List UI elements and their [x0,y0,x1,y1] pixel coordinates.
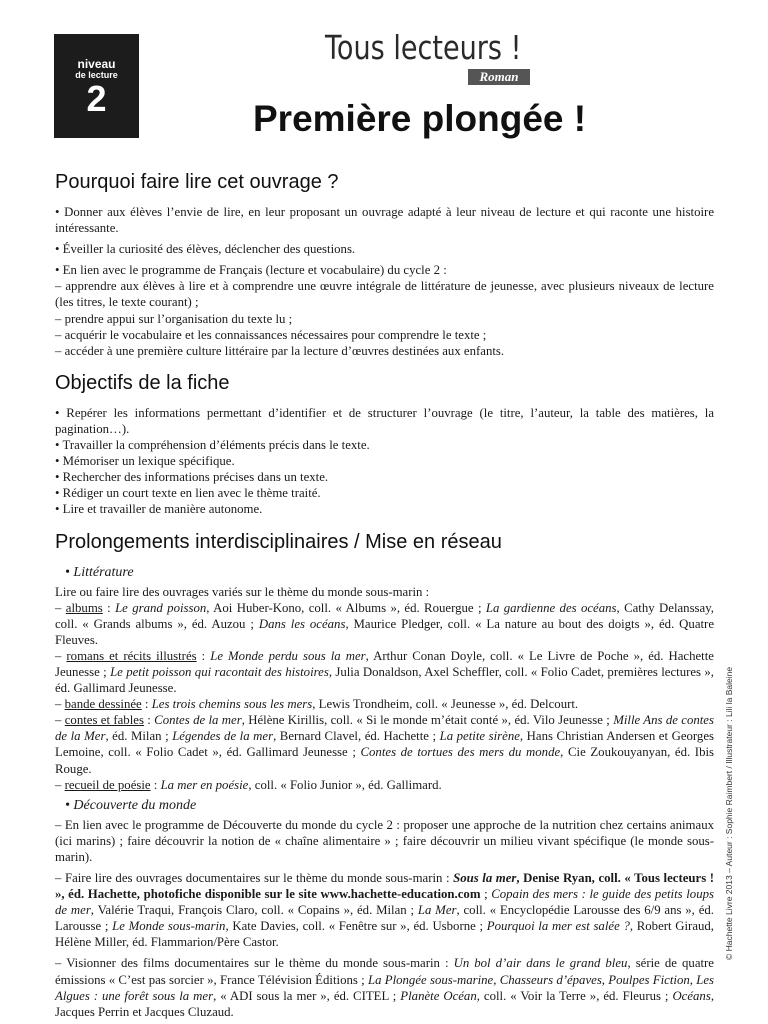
reading-level-badge [54,34,139,138]
subheading-literature: • Littérature [65,564,134,580]
para: • En lien avec le programme de Français (lecture et vocabulaire) du cycle 2 : [55,263,447,278]
para-albums: – albums : Le grand poisson, Aoi Huber-Kono, coll. « Albums », éd. Rouergue ; La gardienne des océans, Cathy Delanssay, coll. « Grands albums », éd. Auzou ; Dans les océans, Maurice Pledger, coll. « La nature au bout des doigts », éd. Quatre Fleuves. [55,600,714,647]
para: • Rechercher des informations précises dans un texte. [55,470,329,485]
para-films: – Visionner des films documentaires sur le thème du monde sous-marin : Un bol d’air dans le grand bleu, série de quatre émissions « C’est pas sorcier », France Télévision Éditions ; La Plongée sous-marine, Chasseurs d’épaves, Poulpes Fiction, Les Algues : une forêt sous la mer, « ADI sous la mer », éd. CITEL ; Planète Océan, coll. « Voir la Terre », éd. Fleurus ; Océans, Jacques Perrin et Jacques Cluzaud. [55,956,715,1019]
para: • Rédiger un court texte en lien avec le thème traité. [55,486,321,501]
para: – accéder à une première culture littéraire par la lecture d’œuvres destinées aux enfants. [55,343,505,358]
para-bd: – bande dessinée : Les trois chemins sous les mers, Lewis Trondheim, coll. « Jeunesse », éd. Delcourt. [55,697,579,712]
para-poesie: – recueil de poésie : La mer en poésie, coll. « Folio Junior », éd. Gallimard. [55,777,442,792]
series-name: Tous lecteurs ! [325,28,522,67]
copyright-side-note: © Hachette Livre 2013 – Auteur : Sophie Raimbert / Illustrateur : Lili la Baleine [724,666,734,960]
main-content [55,170,714,1020]
para: • Mémoriser un lexique spécifique. [55,454,235,469]
para: – acquérir le vocabulaire et les connaissances nécessaires pour comprendre le texte ; [55,327,487,342]
section-heading-why: Pourquoi faire lire cet ouvrage ? [55,171,339,193]
para: – prendre appui sur l’organisation du texte lu ; [55,311,293,326]
para-romans: – romans et récits illustrés : Le Monde perdu sous la mer, Arthur Conan Doyle, coll. « Le Livre de Poche », éd. Hachette Jeunesse ; Le petit poisson qui racontait des histoires, Julia Donaldson, Axel Scheffler, coll. « Folio Cadet, premières lectures », éd. Gallimard Jeunesse. [55,648,714,696]
section-heading-objectives: Objectifs de la fiche [55,371,230,394]
para-documentaries: – Faire lire des ouvrages documentaires sur le thème du monde sous-marin : Sous la mer, Denise Ryan, coll. « Tous lecteurs ! », éd. Hachette, photofiche disponible sur le site www.hachette-education.com ; Copain des mers : le guide des petits loups de mer, Valérie Traqui, François Claro, coll. « Copains », éd. Milan ; La Mer, coll. « Encyclopédie Larousse des 6/9 ans », éd. Larousse ; Le Monde sous-marin, Kate Davies, coll. « Fenêtre sur », éd. Usborne ; Pourquoi la mer est salée ?, Robert Giraud, Hélène Miller, éd. Flammarion/Père Castor. [55,871,714,950]
para: • Repérer les informations permettant d’identifier et de structurer l’ouvrage (le titre, l’auteur, la table des matières, la pagination…). [55,405,714,436]
para: • Donner aux élèves l’envie de lire, en leur proposant un ouvrage adapté à leur niveau de lecture et qui raconte une histoire intéressante. [55,205,714,236]
para: • Éveiller la curiosité des élèves, déclencher des questions. [55,242,356,257]
level-sub: de lecture [75,70,118,80]
genre-label: Roman [468,69,530,85]
level-word: niveau [77,57,116,71]
para: • Travailler la compréhension d’éléments précis dans le texte. [55,438,370,453]
para: Lire ou faire lire des ouvrages variés sur le thème du monde sous-marin : [55,584,430,599]
level-number: 2 [86,78,107,119]
para: • Lire et travailler de manière autonome. [55,502,263,517]
para-contes: – contes et fables : Contes de la mer, Hélène Kirillis, coll. « Si le monde m’était conté », éd. Vilo Jeunesse ; Mille Ans de contes de la Mer, éd. Milan ; Légendes de la mer, Bernard Clavel, éd. Hachette ; La petite sirène, Hans Christian Andersen et Georges Lemoine, coll. « Folio Cadet », éd. Gallimard Jeunesse ; Contes de tortues des mers du monde, Cie Zoukouyanyan, éd. Ibis Rouge. [55,713,714,776]
section-heading-extensions: Prolongements interdisciplinaires / Mise en réseau [55,530,502,553]
page-title: Première plongée ! [253,98,587,139]
para: – En lien avec le programme de Découverte du monde du cycle 2 : proposer une approche de la nutrition chez certains animaux (ici marins) ; faire découvrir la notion de « chaîne alimentaire » ; faire découvrir un milieu vivant spécifique (le monde sous-marin). [55,817,714,864]
subheading-discovery: • Découverte du monde [65,797,197,813]
para: – apprendre aux élèves à lire et à comprendre une œuvre intégrale de littérature de jeunesse, avec plusieurs niveaux de lecture (les titres, le texte courant) ; [55,279,714,310]
